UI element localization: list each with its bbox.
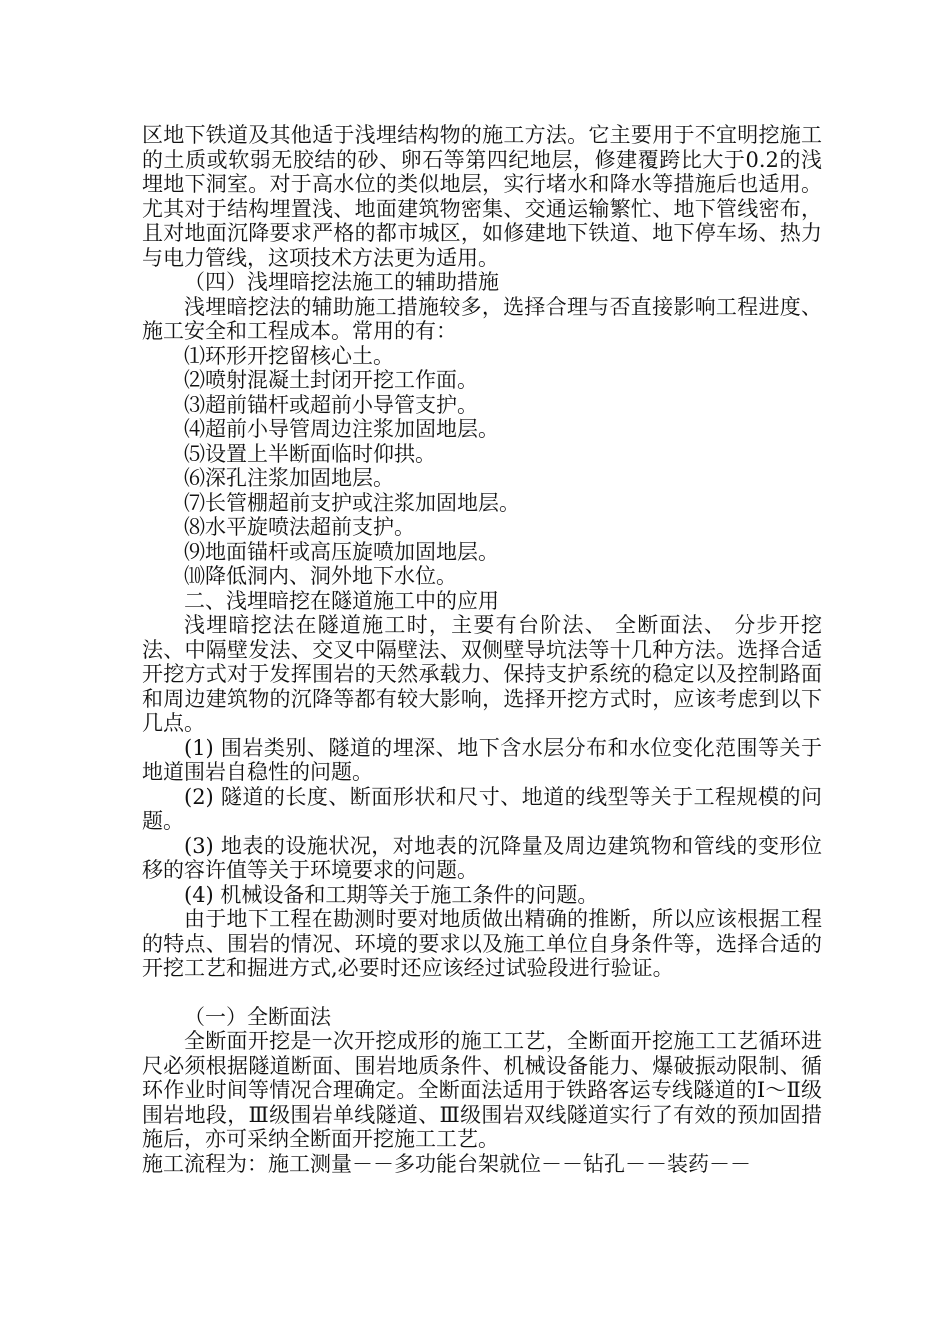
list-item: ⑺长管棚超前支护或注浆加固地层。 — [184, 490, 520, 515]
list-item: ⑹深孔注浆加固地层。 — [184, 466, 394, 490]
method-intro-paragraph: 浅埋暗挖法在隧道施工时，主要有台阶法、 全断面法、 分步开挖法、中隔壁发法、交叉中隔壁法、双侧壁导坑法等十几种方法。选择合适开挖方式对于发挥围岩的天然承载力、保持支护系统的稳定以及控制路面和周边建筑物的沉降等都有较大影响，选择开挖方式时，应该考虑到以下几点。 — [142, 613, 822, 735]
list-item: ⑻水平旋喷法超前支护。 — [184, 515, 415, 539]
consideration-3: (3) 地表的设施状况，对地表的沉降量及周边建筑物和管线的变形位移的容许值等关于环境要求的问题。 — [142, 833, 822, 882]
list-item: ⑽降低洞内、洞外地下水位。 — [184, 564, 457, 588]
measures-list — [142, 344, 822, 589]
full-section-paragraph: 全断面开挖是一次开挖成形的施工工艺，全断面开挖施工工艺循环进尺必须根据隧道断面、围岩地质条件、机械设备能力、爆破振动限制、循环作业时间等情况合理确定。全断面法适用于铁路客运专线隧道的Ⅰ～Ⅱ级围岩地段，Ⅲ级围岩单线隧道、Ⅲ级围岩双线隧道实行了有效的预加固措施后，亦可采纳全断面开挖施工工艺。 — [142, 1029, 822, 1151]
consideration-4: (4) 机械设备和工期等关于施工条件的问题。 — [184, 882, 599, 907]
list-item: ⑼地面锚杆或高压旋喷加固地层。 — [184, 539, 499, 564]
consideration-2: (2) 隧道的长度、断面形状和尺寸、地道的线型等关于工程规模的问题。 — [142, 784, 822, 833]
conclusion-paragraph: 由于地下工程在勘测时要对地质做出精确的推断，所以应该根据工程的特点、围岩的情况、环境的要求以及施工单位自身条件等，选择合适的开挖工艺和掘进方式,必要时还应该经过试验段进行验证。 — [142, 907, 822, 980]
consideration-1: (1) 围岩类别、隧道的埋深、地下含水层分布和水位变化范围等关于地道围岩自稳性的问题。 — [142, 735, 822, 784]
document-page — [142, 123, 822, 1176]
blank-line — [142, 981, 822, 1005]
list-item: ⑴环形开挖留核心土。 — [184, 343, 394, 368]
list-item: ⑵喷射混凝土封闭开挖工作面。 — [184, 368, 478, 392]
section-heading-1: （一）全断面法 — [184, 1004, 331, 1029]
flow-paragraph: 施工流程为：施工测量－－多功能台架就位－－钻孔－－装药－－ — [142, 1151, 751, 1176]
section-heading-4: （四）浅埋暗挖法施工的辅助措施 — [184, 270, 499, 294]
list-item: ⑸设置上半断面临时仰拱。 — [184, 441, 436, 466]
list-item: ⑶超前锚杆或超前小导管支护。 — [184, 392, 478, 417]
aux-intro-paragraph: 浅埋暗挖法的辅助施工措施较多，选择合理与否直接影响工程进度、施工安全和工程成本。常用的有： — [142, 294, 822, 343]
chapter-heading-2: 二、浅埋暗挖在隧道施工中的应用 — [184, 588, 499, 613]
intro-paragraph: 区地下铁道及其他适于浅埋结构物的施工方法。它主要用于不宜明挖施工的土质或软弱无胶结的砂、卵石等第四纪地层，修建覆跨比大于0.2的浅埋地下洞室。对于高水位的类似地层，实行堵水和降水等措施后也适用。尤其对于结构埋置浅、地面建筑物密集、交通运输繁忙、地下管线密布，且对地面沉降要求严格的都市城区，如修建地下铁道、地下停车场、热力与电力管线，这项技术方法更为适用。 — [142, 123, 822, 270]
list-item: ⑷超前小导管周边注浆加固地层。 — [184, 417, 499, 441]
